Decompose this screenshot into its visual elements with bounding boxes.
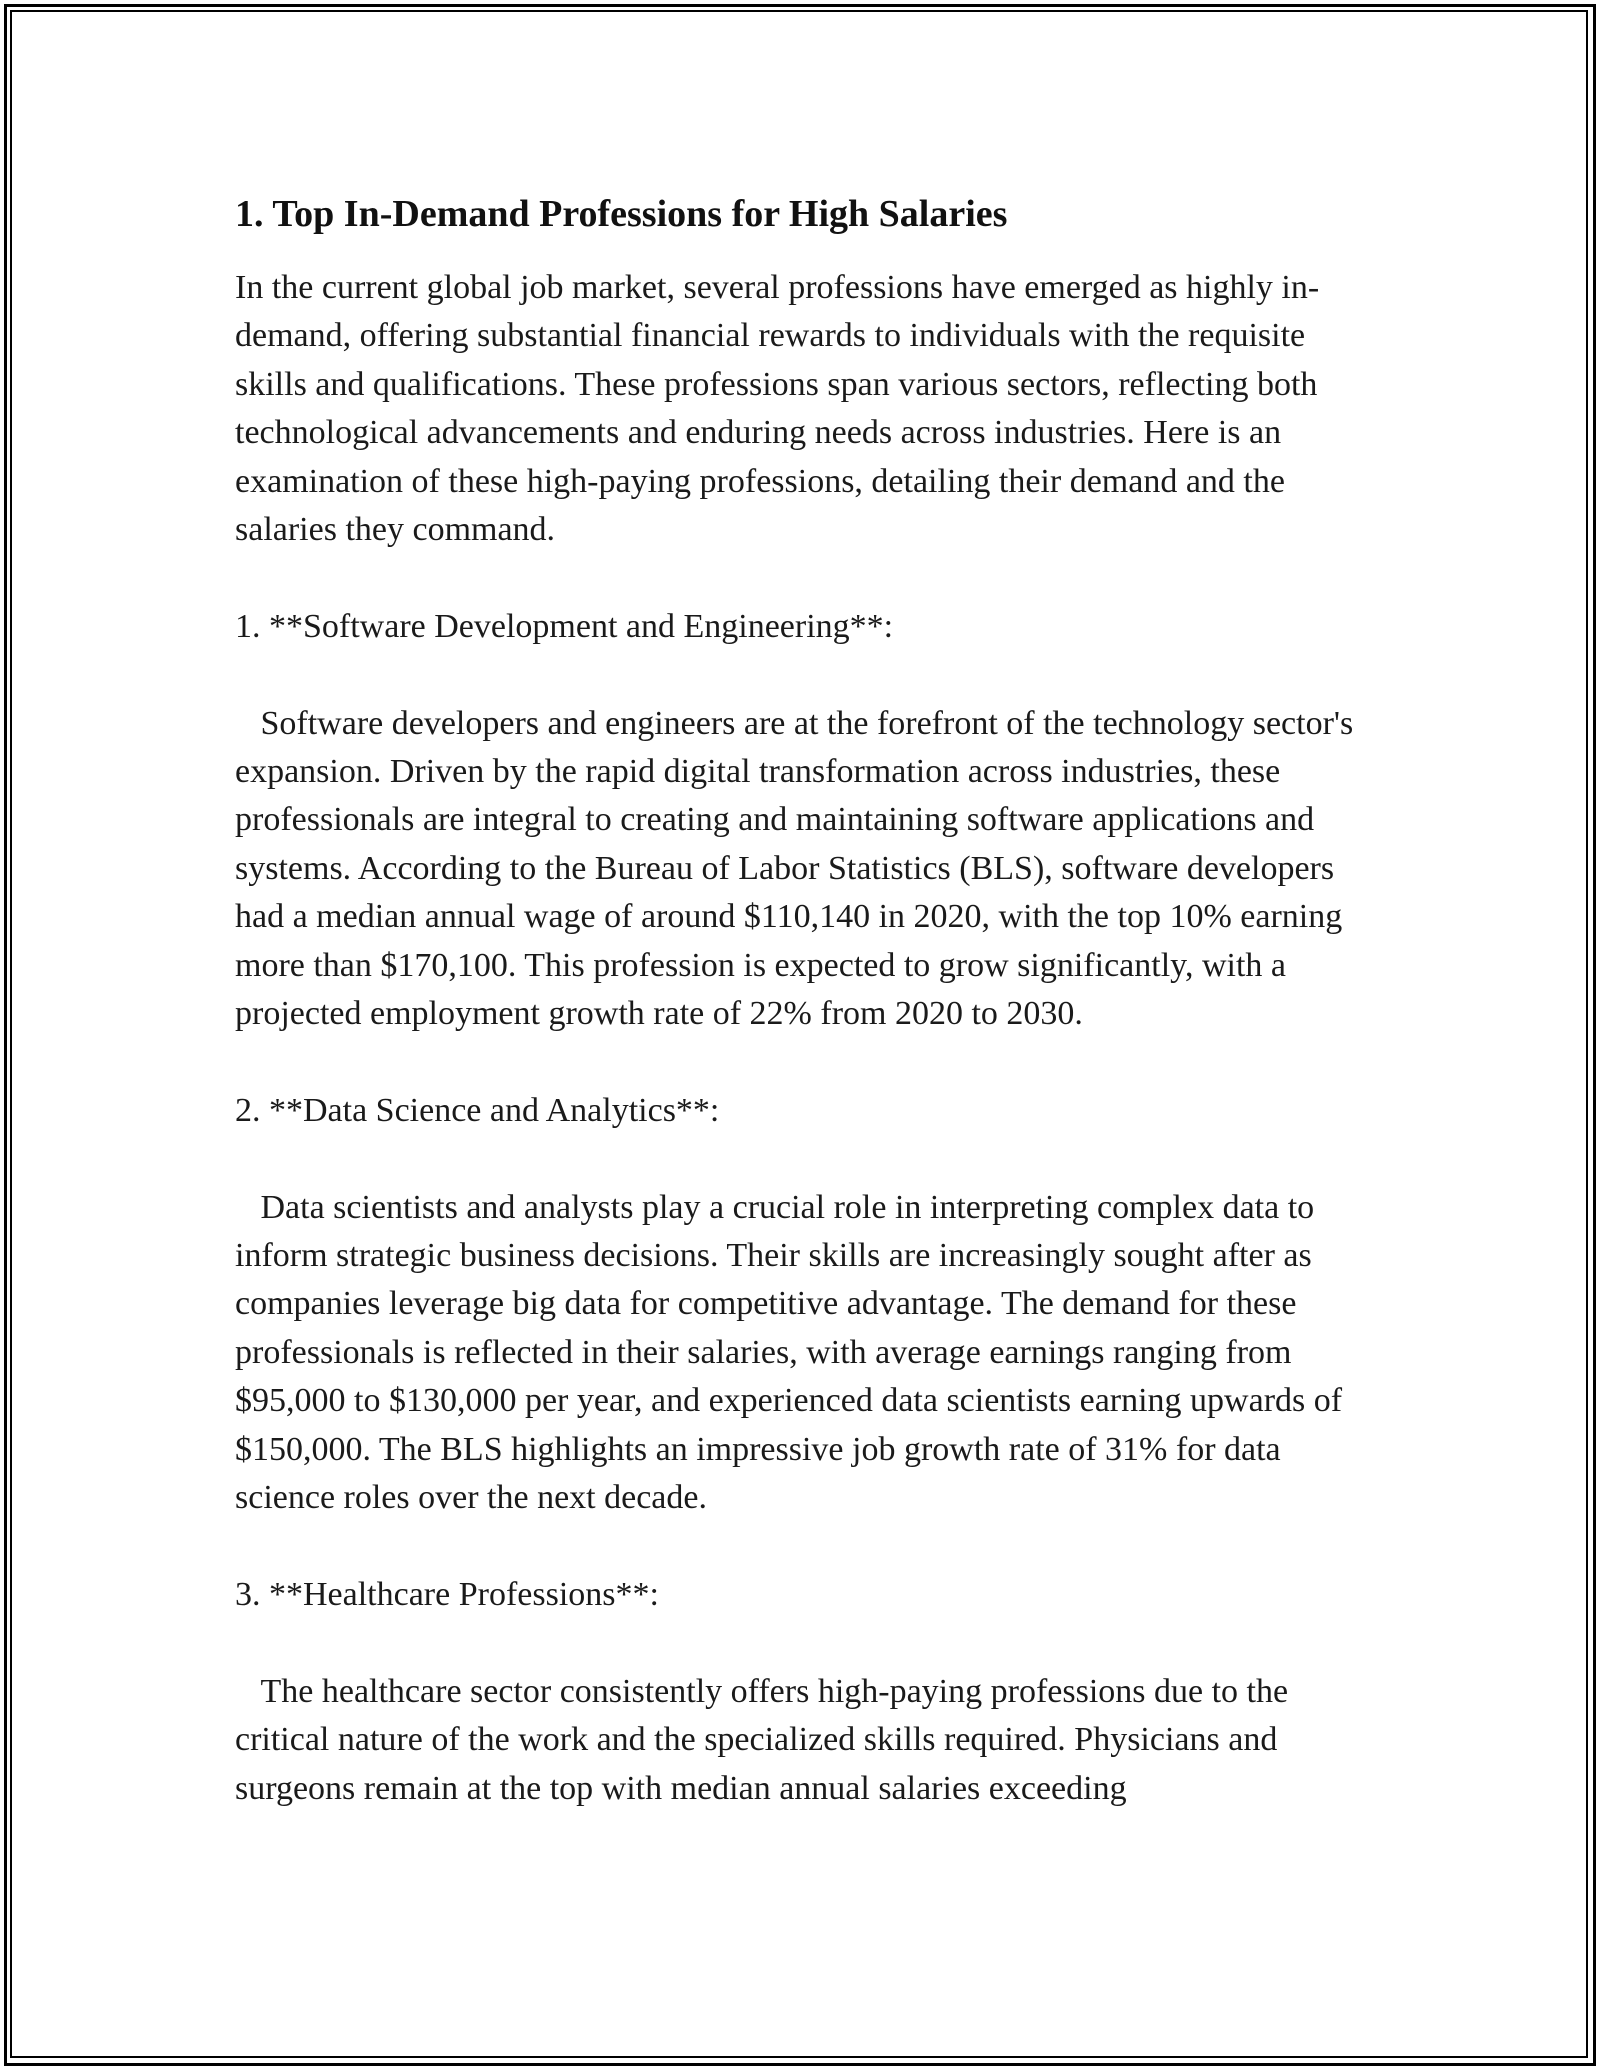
paragraph-gap [235, 651, 1375, 699]
paragraph-gap [235, 554, 1375, 602]
document-body [235, 188, 1375, 1813]
paragraph-gap [235, 1523, 1375, 1571]
paragraph-gap [235, 1038, 1375, 1086]
document-title: 1. Top In-Demand Professions for High Salaries [235, 193, 1008, 235]
section-heading-data-science: 2. **Data Science and Analytics**: [235, 1091, 720, 1129]
paragraph-gap [235, 1135, 1375, 1183]
intro-paragraph: In the current global job market, several professions have emerged as highly in-demand, offering substantial financial rewards to individuals with the requisite skills and qualifications. These professions span various sectors, reflecting both technological advancements and enduring needs across industries. Here is an examination of these high-paying professions, detailing their demand and the salaries they command. [235, 269, 1326, 549]
section-body-healthcare: The healthcare sector consistently offers high-paying professions due to the critical nature of the work and the specialized skills required. Physicians and surgeons remain at the top with median annual salaries exceeding [235, 1672, 1297, 1807]
section-body-software: Software developers and engineers are at the forefront of the technology sector's expansion. Driven by the rapid digital transformation across industries, these professionals are integral to creating and maintaining software applications and systems. According to the Bureau of Labor Statistics (BLS), software developers had a median annual wage of around $110,140 in 2020, with the top 10% earning more than $170,100. This profession is expected to grow significantly, with a projected employment growth rate of 22% from 2020 to 2030. [235, 704, 1362, 1033]
section-heading-healthcare: 3. **Healthcare Professions**: [235, 1575, 659, 1613]
section-heading-software: 1. **Software Development and Engineering**: [235, 607, 894, 645]
section-body-data-science: Data scientists and analysts play a crucial role in interpreting complex data to inform strategic business decisions. Their skills are increasingly sought after as companies leverage big data for competitive advantage. The demand for these professionals is reflected in their salaries, with average earnings ranging from $95,000 to $130,000 per year, and experienced data scientists earning upwards of $150,000. The BLS highlights an impressive job growth rate of 31% for data science roles over the next decade. [235, 1188, 1351, 1517]
paragraph-gap [235, 1619, 1375, 1667]
